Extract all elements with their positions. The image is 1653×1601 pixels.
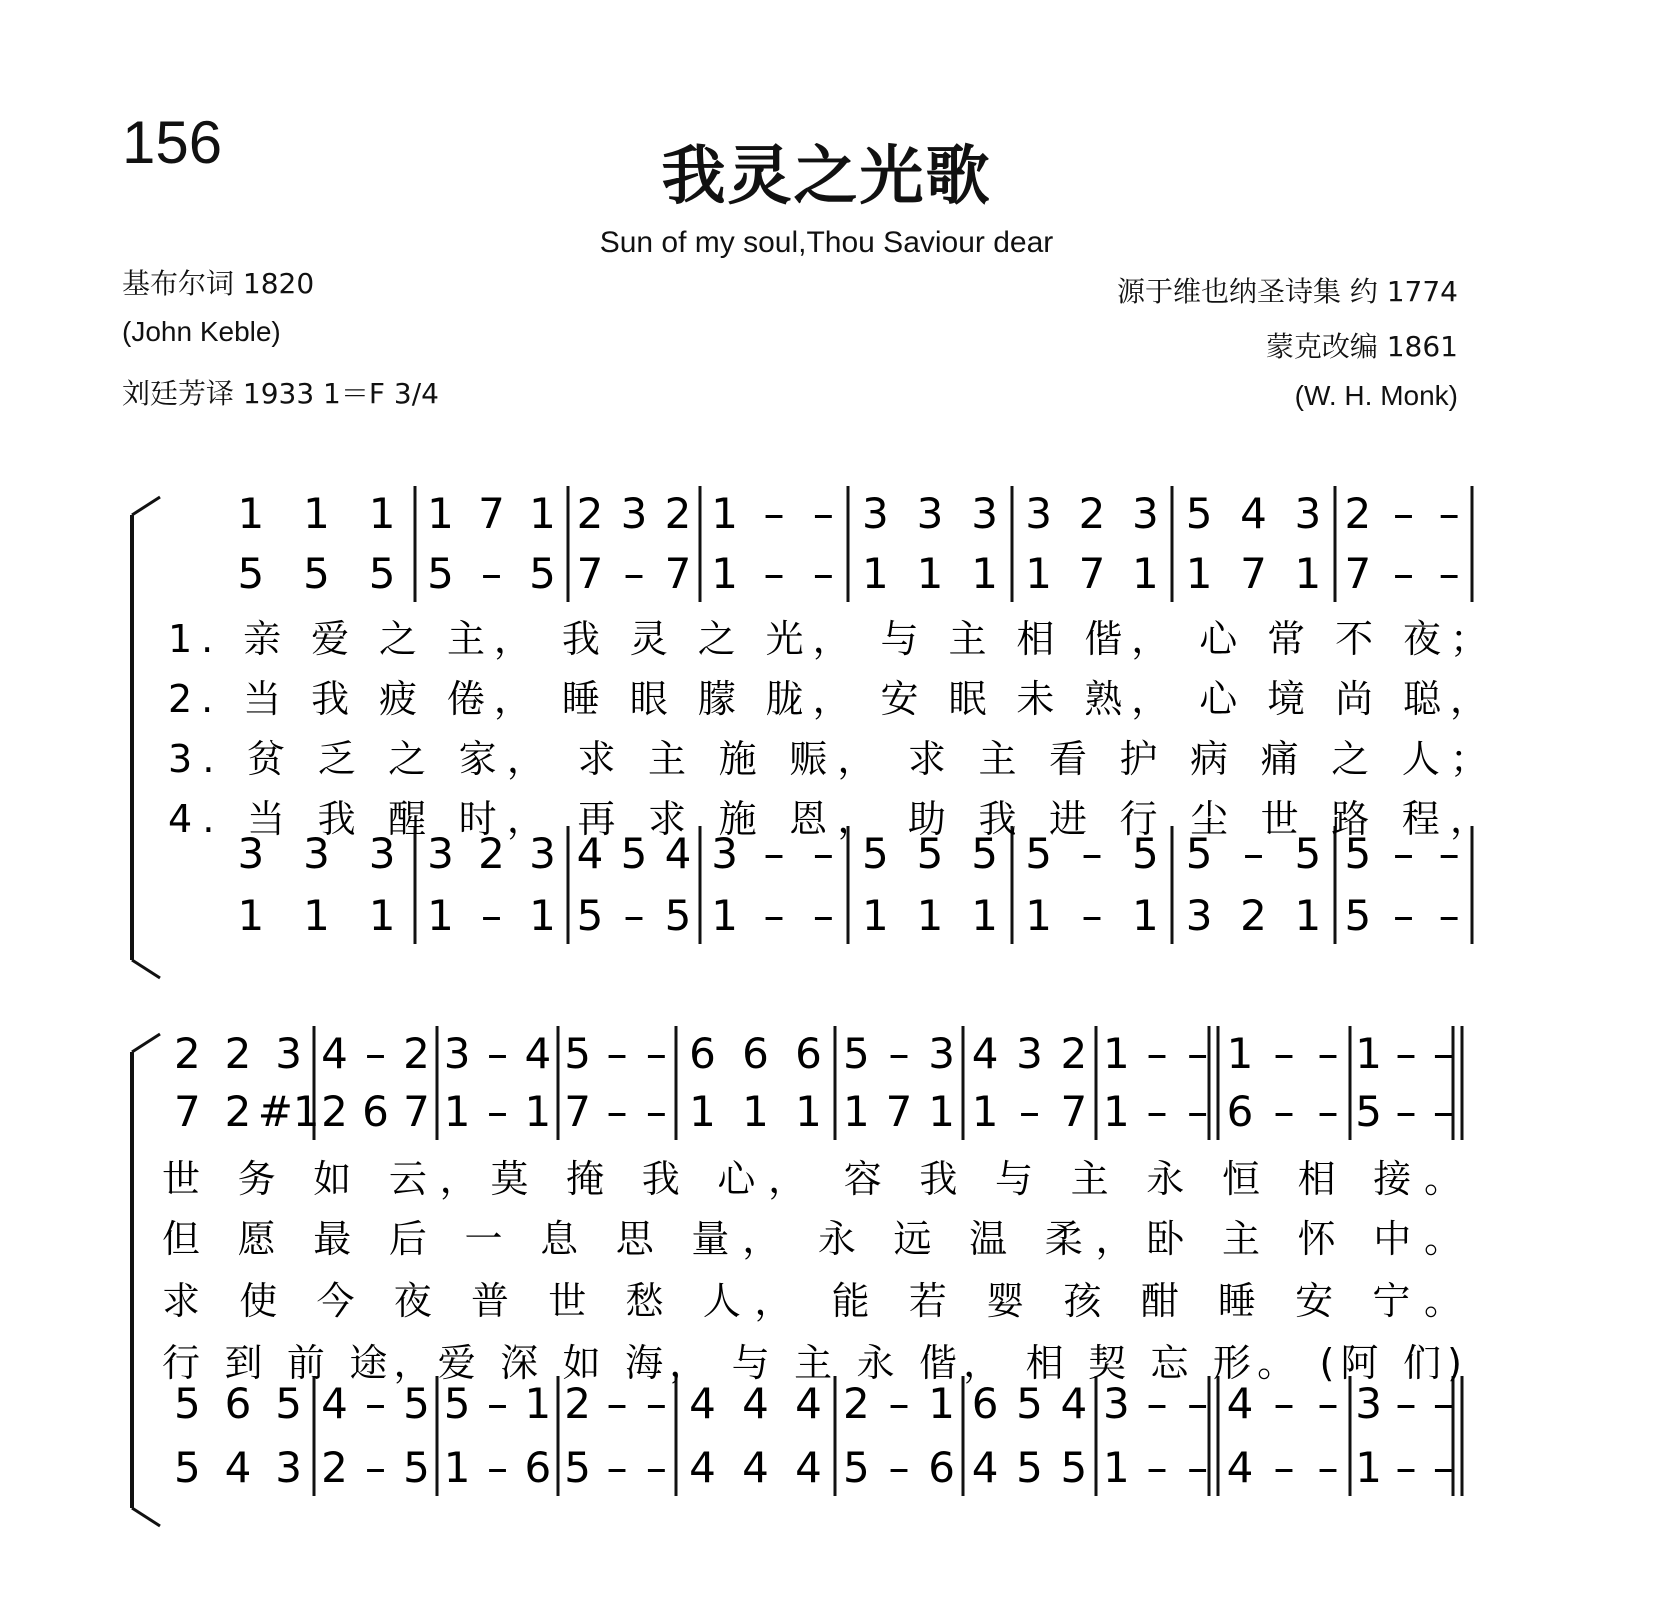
- bass-note: –: [623, 891, 645, 940]
- soprano-note: 6: [742, 1029, 769, 1078]
- alto-note: 2: [224, 1087, 252, 1136]
- bass-note: –: [888, 1443, 910, 1492]
- alto-note: 7: [1060, 1087, 1088, 1136]
- lyric-line-1: 1. 亲 爱 之 主， 我 灵 之 光， 与 主 相 偕， 心 常 不 夜；: [168, 617, 1488, 661]
- soprano-note: 4: [971, 1029, 999, 1078]
- tenor-note: 4: [576, 829, 604, 878]
- alto-note: –: [481, 549, 502, 598]
- alto-note: 5: [303, 549, 330, 598]
- bass-note: –: [481, 891, 502, 940]
- soprano-note: 2: [173, 1029, 201, 1078]
- alto-note: –: [487, 1087, 508, 1136]
- soprano-note: –: [1393, 489, 1414, 538]
- alto-note: 5: [237, 549, 265, 598]
- soprano-note: 4: [1240, 489, 1267, 538]
- soprano-note: 1: [368, 489, 396, 538]
- bass-note: 1: [1102, 1443, 1130, 1492]
- tenor-note: –: [1393, 829, 1414, 878]
- tenor-note: 5: [1025, 829, 1053, 878]
- bass-note: 5: [1060, 1443, 1088, 1492]
- soprano-note: –: [1273, 1029, 1295, 1078]
- alto-note: –: [606, 1087, 628, 1136]
- soprano-note: 2: [224, 1029, 252, 1078]
- bass-note: 5: [403, 1443, 430, 1492]
- soprano-note: –: [606, 1029, 628, 1078]
- alto-note: 1: [689, 1087, 716, 1136]
- bass-note: –: [1187, 1443, 1209, 1492]
- alto-note: 1: [971, 1087, 999, 1136]
- bass-note: 1: [861, 891, 889, 940]
- tenor-note: 3: [529, 829, 556, 878]
- tenor-note: –: [1243, 829, 1264, 878]
- alto-note: –: [763, 549, 785, 598]
- soprano-note: 5: [564, 1029, 592, 1078]
- alto-note: 1: [971, 549, 999, 598]
- bass-note: 4: [689, 1443, 716, 1492]
- bass-note: –: [606, 1443, 628, 1492]
- bass-note: 1: [1025, 891, 1053, 940]
- bass-note: –: [1317, 1443, 1339, 1492]
- soprano-note: 2: [1344, 489, 1372, 538]
- tenor-note: –: [1432, 1379, 1454, 1428]
- alto-note: 7: [173, 1087, 201, 1136]
- bass-note: 2: [1240, 891, 1267, 940]
- soprano-note: –: [1317, 1029, 1339, 1078]
- bass-note: 4: [795, 1443, 822, 1492]
- tenor-note: –: [1317, 1379, 1339, 1428]
- bass-note: 1: [1294, 891, 1322, 940]
- tenor-note: 1: [524, 1379, 552, 1428]
- soprano-note: 3: [861, 489, 889, 538]
- bass-note: 5: [576, 891, 604, 940]
- bass-note: –: [487, 1443, 508, 1492]
- tenor-note: 6: [224, 1379, 252, 1428]
- soprano-note: –: [1395, 1029, 1417, 1078]
- alto-note: 5: [368, 549, 396, 598]
- soprano-note: 1: [1226, 1029, 1254, 1078]
- tenor-note: –: [812, 829, 834, 878]
- alto-note: 5: [427, 549, 454, 598]
- soprano-note: 3: [1025, 489, 1053, 538]
- alto-note: 1: [1185, 549, 1213, 598]
- soprano-note: 3: [1016, 1029, 1043, 1078]
- bass-note: 1: [427, 891, 454, 940]
- arranger-english-name: (W. H. Monk): [1294, 380, 1458, 411]
- bass-note: –: [645, 1443, 667, 1492]
- soprano-note: 7: [478, 489, 505, 538]
- bass-note: –: [1438, 891, 1460, 940]
- tenor-note: –: [365, 1379, 386, 1428]
- bass-note: 4: [971, 1443, 999, 1492]
- bass-note: 6: [928, 1443, 956, 1492]
- tenor-note: –: [763, 829, 785, 878]
- alto-note: 1: [842, 1087, 870, 1136]
- bass-note: 5: [173, 1443, 201, 1492]
- alto-note: 1: [524, 1087, 552, 1136]
- translator-key-signature: 刘廷芳译 1933 1＝F 3/4: [122, 377, 439, 410]
- bass-note: 1: [971, 891, 999, 940]
- soprano-note: –: [1146, 1029, 1168, 1078]
- alto-note: –: [1146, 1087, 1168, 1136]
- alto-note: 6: [1226, 1087, 1254, 1136]
- english-title: Sun of my soul,Thou Saviour dear: [599, 226, 1054, 259]
- alto-note: –: [1019, 1087, 1040, 1136]
- tenor-note: 3: [237, 829, 265, 878]
- soprano-note: 3: [1131, 489, 1159, 538]
- lyric-line-3: 3. 贫 乏 之 家， 求 主 施 赈， 求 主 看 护 病 痛 之 人；: [168, 737, 1488, 781]
- bass-note: 3: [1185, 891, 1213, 940]
- bracket-top-hook: [132, 1034, 160, 1052]
- alto-note: 5: [529, 549, 556, 598]
- tenor-note: 2: [842, 1379, 870, 1428]
- tenor-note: 5: [173, 1379, 201, 1428]
- soprano-note: 3: [443, 1029, 471, 1078]
- bass-note: 6: [524, 1443, 552, 1492]
- tenor-note: 3: [1102, 1379, 1130, 1428]
- tenor-note: 1: [928, 1379, 956, 1428]
- alto-note: 5: [1355, 1087, 1383, 1136]
- bass-note: 1: [1131, 891, 1159, 940]
- bracket-top-hook: [132, 497, 160, 515]
- soprano-note: 6: [795, 1029, 822, 1078]
- soprano-note: 2: [1060, 1029, 1088, 1078]
- soprano-note: 4: [524, 1029, 552, 1078]
- soprano-note: –: [888, 1029, 910, 1078]
- tenor-note: –: [606, 1379, 628, 1428]
- alto-note: 1: [443, 1087, 471, 1136]
- bass-note: 1: [237, 891, 265, 940]
- alto-note: 7: [664, 549, 692, 598]
- bass-note: 1: [443, 1443, 471, 1492]
- bass-note: –: [812, 891, 834, 940]
- alto-note: 7: [1240, 549, 1267, 598]
- bass-note: –: [365, 1443, 386, 1492]
- soprano-note: 2: [1078, 489, 1106, 538]
- soprano-note: 3: [620, 489, 648, 538]
- bass-note: 4: [742, 1443, 769, 1492]
- tenor-note: 3: [1355, 1379, 1383, 1428]
- bass-note: 1: [303, 891, 330, 940]
- composer-credit: 源于维也纳圣诗集 约 1774: [1116, 275, 1458, 308]
- hymn-number: 156: [122, 109, 223, 176]
- tenor-note: 2: [564, 1379, 592, 1428]
- tenor-note: 3: [427, 829, 454, 878]
- tenor-note: 5: [971, 829, 999, 878]
- bass-note: 4: [1226, 1443, 1254, 1492]
- tenor-note: 3: [303, 829, 330, 878]
- soprano-note: 1: [1102, 1029, 1130, 1078]
- alto-note: 7: [576, 549, 604, 598]
- lyric-line-3: 求 使 今 夜 普 世 愁 人， 能 若 婴 孩 酣 睡 安 宁。: [162, 1279, 1462, 1323]
- tenor-note: 4: [1060, 1379, 1088, 1428]
- bass-note: 5: [564, 1443, 592, 1492]
- lyric-line-1: 世 务 如 云，莫 掩 我 心， 容 我 与 主 永 恒 相 接。: [162, 1157, 1462, 1201]
- alto-note: 1: [861, 549, 889, 598]
- alto-note: 1: [928, 1087, 956, 1136]
- alto-note: 7: [403, 1087, 430, 1136]
- tenor-note: –: [1273, 1379, 1295, 1428]
- tenor-note: 5: [443, 1379, 471, 1428]
- tenor-note: 4: [795, 1379, 822, 1428]
- bass-note: –: [1393, 891, 1414, 940]
- soprano-note: 5: [1185, 489, 1213, 538]
- bass-note: 5: [1016, 1443, 1043, 1492]
- bass-note: 5: [842, 1443, 870, 1492]
- tenor-note: 5: [620, 829, 648, 878]
- bass-note: 1: [529, 891, 556, 940]
- arranger-credit: 蒙克改编 1861: [1265, 330, 1458, 363]
- bass-note: 1: [1355, 1443, 1383, 1492]
- alto-note: 7: [564, 1087, 592, 1136]
- soprano-note: 3: [928, 1029, 956, 1078]
- bass-note: 5: [664, 891, 692, 940]
- alto-note: 1: [742, 1087, 769, 1136]
- tenor-note: 3: [368, 829, 396, 878]
- soprano-note: 4: [321, 1029, 348, 1078]
- hymn-title: 我灵之光歌: [661, 140, 992, 214]
- tenor-note: 5: [861, 829, 889, 878]
- tenor-note: 6: [971, 1379, 999, 1428]
- soprano-note: 6: [689, 1029, 716, 1078]
- lyricist-english-name: (John Keble): [122, 316, 281, 347]
- lyric-line-2: 2. 当 我 疲 倦， 睡 眼 朦 胧， 安 眠 未 熟， 心 境 尚 聪，: [168, 677, 1488, 721]
- soprano-note: –: [1432, 1029, 1454, 1078]
- soprano-note: 1: [1355, 1029, 1383, 1078]
- alto-note: 1: [916, 549, 944, 598]
- bracket-bottom-hook: [132, 960, 160, 978]
- lyricist-credit: 基布尔词 1820: [122, 267, 315, 300]
- soprano-note: 3: [275, 1029, 303, 1078]
- soprano-note: 1: [529, 489, 556, 538]
- bracket-bottom-hook: [132, 1508, 160, 1526]
- tenor-note: –: [1187, 1379, 1209, 1428]
- tenor-note: 4: [689, 1379, 716, 1428]
- tenor-note: 5: [1294, 829, 1322, 878]
- alto-note: 1: [711, 549, 739, 598]
- alto-note: –: [812, 549, 834, 598]
- soprano-note: 1: [711, 489, 739, 538]
- bass-note: 5: [1344, 891, 1372, 940]
- tenor-note: –: [1146, 1379, 1168, 1428]
- tenor-note: –: [1438, 829, 1460, 878]
- alto-note: –: [1273, 1087, 1295, 1136]
- soprano-note: 1: [303, 489, 330, 538]
- soprano-note: 5: [842, 1029, 870, 1078]
- tenor-note: –: [487, 1379, 508, 1428]
- tenor-note: 5: [1016, 1379, 1043, 1428]
- alto-note: 1: [795, 1087, 822, 1136]
- tenor-note: 4: [742, 1379, 769, 1428]
- alto-note: –: [1317, 1087, 1339, 1136]
- alto-note: #1: [257, 1087, 320, 1136]
- tenor-note: –: [645, 1379, 667, 1428]
- tenor-note: 5: [1131, 829, 1159, 878]
- soprano-note: 3: [916, 489, 944, 538]
- bass-note: –: [1081, 891, 1103, 940]
- alto-note: –: [1432, 1087, 1454, 1136]
- soprano-note: –: [763, 489, 785, 538]
- soprano-note: 3: [1294, 489, 1322, 538]
- alto-note: 6: [362, 1087, 389, 1136]
- tenor-note: 5: [1185, 829, 1213, 878]
- bass-note: 1: [368, 891, 396, 940]
- alto-note: 1: [1131, 549, 1159, 598]
- soprano-note: –: [1438, 489, 1460, 538]
- tenor-note: 5: [1344, 829, 1372, 878]
- soprano-note: 3: [971, 489, 999, 538]
- alto-note: –: [623, 549, 645, 598]
- tenor-note: 5: [916, 829, 944, 878]
- lyric-line-4: 行 到 前 途，爱 深 如 海， 与 主 永 偕， 相 契 忘 形。 (阿 们): [162, 1341, 1463, 1385]
- tenor-note: 5: [403, 1379, 430, 1428]
- alto-note: –: [645, 1087, 667, 1136]
- bass-note: 2: [321, 1443, 348, 1492]
- lyric-line-4: 4. 当 我 醒 时， 再 求 施 恩， 助 我 进 行 尘 世 路 程，: [168, 797, 1488, 841]
- tenor-note: –: [888, 1379, 910, 1428]
- alto-note: –: [1393, 549, 1414, 598]
- tenor-note: 4: [664, 829, 692, 878]
- tenor-note: 4: [321, 1379, 348, 1428]
- bass-note: 4: [224, 1443, 252, 1492]
- alto-note: 7: [1344, 549, 1372, 598]
- lyric-line-2: 但 愿 最 后 一 息 思 量， 永 远 温 柔，卧 主 怀 中。: [162, 1217, 1462, 1261]
- alto-note: 1: [1025, 549, 1053, 598]
- bass-note: –: [1273, 1443, 1295, 1492]
- soprano-note: 1: [237, 489, 265, 538]
- soprano-note: –: [812, 489, 834, 538]
- bass-note: 1: [916, 891, 944, 940]
- alto-note: –: [1438, 549, 1460, 598]
- soprano-note: 2: [403, 1029, 430, 1078]
- alto-note: –: [1395, 1087, 1417, 1136]
- alto-note: 1: [1294, 549, 1322, 598]
- bass-note: –: [1146, 1443, 1168, 1492]
- alto-note: 7: [1078, 549, 1106, 598]
- tenor-note: 2: [478, 829, 505, 878]
- tenor-note: 4: [1226, 1379, 1254, 1428]
- soprano-note: 2: [576, 489, 604, 538]
- bass-note: 3: [275, 1443, 303, 1492]
- alto-note: 1: [1102, 1087, 1130, 1136]
- soprano-note: –: [365, 1029, 386, 1078]
- soprano-note: 2: [664, 489, 692, 538]
- soprano-note: 1: [427, 489, 454, 538]
- tenor-note: –: [1081, 829, 1103, 878]
- tenor-note: 5: [275, 1379, 303, 1428]
- alto-note: 7: [885, 1087, 913, 1136]
- alto-note: –: [1187, 1087, 1209, 1136]
- bass-note: –: [1395, 1443, 1417, 1492]
- bass-note: –: [1432, 1443, 1454, 1492]
- soprano-note: –: [1187, 1029, 1209, 1078]
- soprano-note: –: [487, 1029, 508, 1078]
- alto-note: 2: [321, 1087, 348, 1136]
- bass-note: –: [763, 891, 785, 940]
- soprano-note: –: [645, 1029, 667, 1078]
- tenor-note: –: [1395, 1379, 1417, 1428]
- tenor-note: 3: [711, 829, 739, 878]
- bass-note: 1: [711, 891, 739, 940]
